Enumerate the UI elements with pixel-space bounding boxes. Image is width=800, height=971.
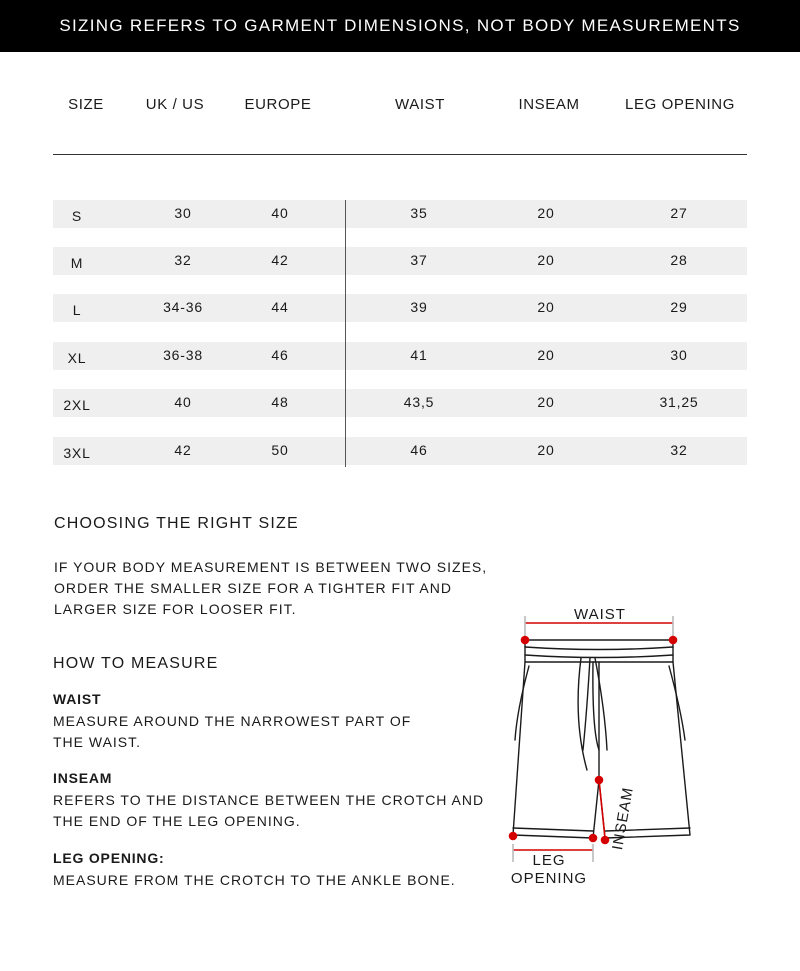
inseam-title: INSEAM bbox=[53, 770, 113, 786]
cell-size: XL bbox=[67, 350, 87, 366]
col-header-waist: WAIST bbox=[395, 96, 445, 113]
cell-size: 3XL bbox=[63, 445, 91, 461]
col-header-uk-us: UK / US bbox=[145, 96, 205, 113]
col-header-europe: EUROPE bbox=[244, 96, 312, 113]
cell-uk-us: 34-36 bbox=[163, 299, 203, 315]
shorts-diagram bbox=[495, 600, 745, 900]
cell-size: L bbox=[72, 302, 82, 318]
waist-line-2: THE WAIST. bbox=[53, 734, 142, 750]
table-row bbox=[53, 247, 747, 275]
cell-inseam: 20 bbox=[537, 442, 555, 458]
cell-europe: 48 bbox=[271, 394, 289, 410]
cell-leg-opening: 30 bbox=[670, 347, 688, 363]
waist-line-1: MEASURE AROUND THE NARROWEST PART OF bbox=[53, 713, 412, 729]
header-divider bbox=[53, 154, 747, 155]
cell-uk-us: 42 bbox=[174, 442, 192, 458]
table-row bbox=[53, 294, 747, 322]
choosing-line-3: LARGER SIZE FOR LOOSER FIT. bbox=[54, 601, 297, 617]
cell-europe: 42 bbox=[271, 252, 289, 268]
diagram-waist-label: WAIST bbox=[574, 606, 626, 623]
cell-size: S bbox=[71, 208, 83, 224]
table-row bbox=[53, 437, 747, 465]
cell-inseam: 20 bbox=[537, 205, 555, 221]
cell-europe: 50 bbox=[271, 442, 289, 458]
choosing-title: CHOOSING THE RIGHT SIZE bbox=[54, 515, 299, 532]
cell-inseam: 20 bbox=[537, 347, 555, 363]
cell-inseam: 20 bbox=[537, 394, 555, 410]
choosing-line-1: IF YOUR BODY MEASUREMENT IS BETWEEN TWO SIZES, bbox=[54, 559, 488, 575]
diagram-leg-label-2: OPENING bbox=[510, 870, 588, 887]
col-header-size: SIZE bbox=[68, 96, 104, 113]
cell-size: M bbox=[70, 255, 84, 271]
cell-leg-opening: 27 bbox=[670, 205, 688, 221]
table-row bbox=[53, 200, 747, 228]
cell-europe: 46 bbox=[271, 347, 289, 363]
table-column-divider bbox=[345, 200, 346, 467]
cell-inseam: 20 bbox=[537, 299, 555, 315]
diagram-inseam-label: INSEAM bbox=[609, 785, 637, 852]
cell-waist: 39 bbox=[410, 299, 428, 315]
waist-title: WAIST bbox=[53, 691, 102, 707]
cell-uk-us: 40 bbox=[174, 394, 192, 410]
cell-waist: 35 bbox=[410, 205, 428, 221]
inseam-line-1: REFERS TO THE DISTANCE BETWEEN THE CROTCH AND bbox=[53, 792, 485, 808]
leg-opening-title: LEG OPENING: bbox=[53, 850, 165, 866]
cell-europe: 40 bbox=[271, 205, 289, 221]
inseam-line-2: THE END OF THE LEG OPENING. bbox=[53, 813, 301, 829]
cell-leg-opening: 32 bbox=[670, 442, 688, 458]
cell-uk-us: 36-38 bbox=[163, 347, 203, 363]
col-header-leg-opening: LEG OPENING bbox=[625, 96, 735, 113]
choosing-line-2: ORDER THE SMALLER SIZE FOR A TIGHTER FIT AND bbox=[54, 580, 452, 596]
col-header-inseam: INSEAM bbox=[518, 96, 580, 113]
cell-leg-opening: 31,25 bbox=[659, 394, 699, 410]
cell-inseam: 20 bbox=[537, 252, 555, 268]
cell-waist: 41 bbox=[410, 347, 428, 363]
cell-waist: 46 bbox=[410, 442, 428, 458]
top-banner: SIZING REFERS TO GARMENT DIMENSIONS, NOT BODY MEASUREMENTS bbox=[0, 0, 800, 52]
cell-waist: 43,5 bbox=[403, 394, 435, 410]
leg-opening-line-1: MEASURE FROM THE CROTCH TO THE ANKLE BONE. bbox=[53, 872, 456, 888]
table-row bbox=[53, 389, 747, 417]
diagram-leg-label-1: LEG bbox=[532, 852, 566, 869]
cell-uk-us: 30 bbox=[174, 205, 192, 221]
cell-size: 2XL bbox=[63, 397, 91, 413]
table-row bbox=[53, 342, 747, 370]
cell-waist: 37 bbox=[410, 252, 428, 268]
cell-europe: 44 bbox=[271, 299, 289, 315]
cell-leg-opening: 28 bbox=[670, 252, 688, 268]
how-title: HOW TO MEASURE bbox=[53, 655, 219, 672]
cell-leg-opening: 29 bbox=[670, 299, 688, 315]
cell-uk-us: 32 bbox=[174, 252, 192, 268]
